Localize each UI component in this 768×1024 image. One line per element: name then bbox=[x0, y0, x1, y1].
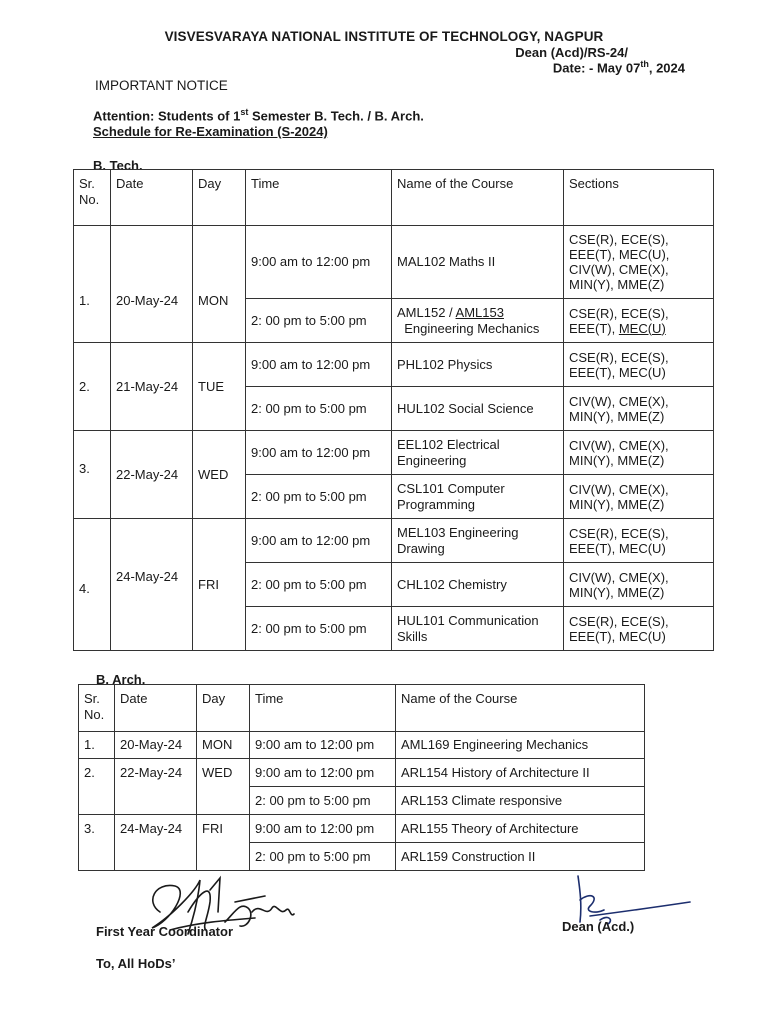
course-cell: AML169 Engineering Mechanics bbox=[396, 732, 645, 759]
time-cell: 9:00 am to 12:00 pm bbox=[246, 519, 392, 563]
time-cell: 9:00 am to 12:00 pm bbox=[250, 815, 396, 843]
time-cell: 2: 00 pm to 5:00 pm bbox=[246, 563, 392, 607]
table-row bbox=[79, 815, 645, 843]
institute-name: VISVESVARAYA NATIONAL INSTITUTE OF TECHNOLOGY, NAGPUR bbox=[164, 29, 604, 44]
sections-cell: CIV(W), CME(X), MIN(Y), MME(Z) bbox=[564, 475, 714, 519]
table-header-row bbox=[79, 685, 645, 732]
header-day: Day bbox=[193, 170, 246, 226]
barch-schedule-table bbox=[78, 684, 645, 871]
day-cell: WED bbox=[197, 759, 250, 815]
sections-cell: CSE(R), ECE(S), EEE(T), MEC(U) bbox=[564, 519, 714, 563]
sections-cell: CSE(R), ECE(S), EEE(T), MEC(U) bbox=[564, 343, 714, 387]
schedule-title: Schedule for Re-Examination (S-2024) bbox=[93, 124, 328, 139]
course-cell: EEL102 Electrical Engineering bbox=[392, 431, 564, 475]
sr-cell: 3. bbox=[74, 431, 111, 519]
course-cell: MEL103 Engineering Drawing bbox=[392, 519, 564, 563]
header-sections: Sections bbox=[564, 170, 714, 226]
sr-cell: 2. bbox=[74, 343, 111, 431]
date-cell: 20-May-24 bbox=[115, 732, 197, 759]
sr-cell: 4. bbox=[74, 519, 111, 651]
header-time: Time bbox=[250, 685, 396, 732]
course-cell: HUL102 Social Science bbox=[392, 387, 564, 431]
date-cell: 24-May-24 bbox=[111, 519, 193, 651]
table-row bbox=[74, 519, 714, 563]
day-cell: MON bbox=[193, 226, 246, 343]
day-cell: FRI bbox=[193, 519, 246, 651]
table-row bbox=[79, 759, 645, 787]
sr-cell: 3. bbox=[79, 815, 115, 871]
header-time: Time bbox=[246, 170, 392, 226]
sections-cell: CSE(R), ECE(S), EEE(T), MEC(U) bbox=[564, 299, 714, 343]
time-cell: 9:00 am to 12:00 pm bbox=[246, 343, 392, 387]
barch-label: B. Arch. bbox=[96, 672, 146, 687]
sections-cell: CIV(W), CME(X), MIN(Y), MME(Z) bbox=[564, 563, 714, 607]
table-row bbox=[74, 343, 714, 387]
time-cell: 9:00 am to 12:00 pm bbox=[250, 732, 396, 759]
header-sr: Sr. No. bbox=[79, 685, 115, 732]
course-cell: MAL102 Maths II bbox=[392, 226, 564, 299]
notice-title: IMPORTANT NOTICE bbox=[95, 78, 228, 93]
header-sr: Sr. No. bbox=[74, 170, 111, 226]
header-course: Name of the Course bbox=[392, 170, 564, 226]
time-cell: 9:00 am to 12:00 pm bbox=[246, 226, 392, 299]
course-cell: ARL153 Climate responsive bbox=[396, 787, 645, 815]
sections-cell: CSE(R), ECE(S), EEE(T), MEC(U), CIV(W), CME(X), MIN(Y), MME(Z) bbox=[564, 226, 714, 299]
course-cell: ARL159 Construction II bbox=[396, 843, 645, 871]
sections-cell: CIV(W), CME(X), MIN(Y), MME(Z) bbox=[564, 387, 714, 431]
course-cell: AML152 / AML153 Engineering Mechanics bbox=[392, 299, 564, 343]
day-cell: FRI bbox=[197, 815, 250, 871]
time-cell: 2: 00 pm to 5:00 pm bbox=[250, 787, 396, 815]
date-cell: 22-May-24 bbox=[111, 431, 193, 519]
day-cell: WED bbox=[193, 431, 246, 519]
header-date: Date bbox=[111, 170, 193, 226]
notice-date: Date: - May 07th, 2024 bbox=[552, 59, 685, 76]
btech-label: B. Tech. bbox=[93, 158, 143, 173]
reference-number: Dean (Acd)/RS-24/ bbox=[515, 45, 628, 60]
header-course: Name of the Course bbox=[396, 685, 645, 732]
recipient-line: To, All HoDs’ bbox=[96, 956, 176, 971]
date-cell: 24-May-24 bbox=[115, 815, 197, 871]
time-cell: 2: 00 pm to 5:00 pm bbox=[246, 475, 392, 519]
header-day: Day bbox=[197, 685, 250, 732]
course-cell: PHL102 Physics bbox=[392, 343, 564, 387]
header-date: Date bbox=[115, 685, 197, 732]
sections-cell: CSE(R), ECE(S), EEE(T), MEC(U) bbox=[564, 607, 714, 651]
attention-line: Attention: Students of 1st Semester B. Tech. / B. Arch. bbox=[93, 107, 424, 124]
sections-cell: CIV(W), CME(X), MIN(Y), MME(Z) bbox=[564, 431, 714, 475]
sr-cell: 2. bbox=[79, 759, 115, 815]
course-cell: ARL154 History of Architecture II bbox=[396, 759, 645, 787]
date-cell: 21-May-24 bbox=[111, 343, 193, 431]
date-cell: 20-May-24 bbox=[111, 226, 193, 343]
sr-cell: 1. bbox=[79, 732, 115, 759]
course-cell: CSL101 Computer Programming bbox=[392, 475, 564, 519]
table-row bbox=[79, 732, 645, 759]
table-row bbox=[74, 431, 714, 475]
table-row bbox=[74, 226, 714, 299]
coordinator-label: First Year Coordinator bbox=[96, 924, 234, 939]
course-cell: CHL102 Chemistry bbox=[392, 563, 564, 607]
dean-label: Dean (Acd.) bbox=[562, 919, 635, 934]
time-cell: 2: 00 pm to 5:00 pm bbox=[246, 607, 392, 651]
course-cell: ARL155 Theory of Architecture bbox=[396, 815, 645, 843]
time-cell: 2: 00 pm to 5:00 pm bbox=[246, 387, 392, 431]
day-cell: TUE bbox=[193, 343, 246, 431]
time-cell: 2: 00 pm to 5:00 pm bbox=[246, 299, 392, 343]
table-header-row bbox=[74, 170, 714, 226]
btech-schedule-table bbox=[73, 169, 714, 651]
time-cell: 2: 00 pm to 5:00 pm bbox=[250, 843, 396, 871]
sr-cell: 1. bbox=[74, 226, 111, 343]
time-cell: 9:00 am to 12:00 pm bbox=[246, 431, 392, 475]
date-cell: 22-May-24 bbox=[115, 759, 197, 815]
time-cell: 9:00 am to 12:00 pm bbox=[250, 759, 396, 787]
day-cell: MON bbox=[197, 732, 250, 759]
course-cell: HUL101 Communication Skills bbox=[392, 607, 564, 651]
